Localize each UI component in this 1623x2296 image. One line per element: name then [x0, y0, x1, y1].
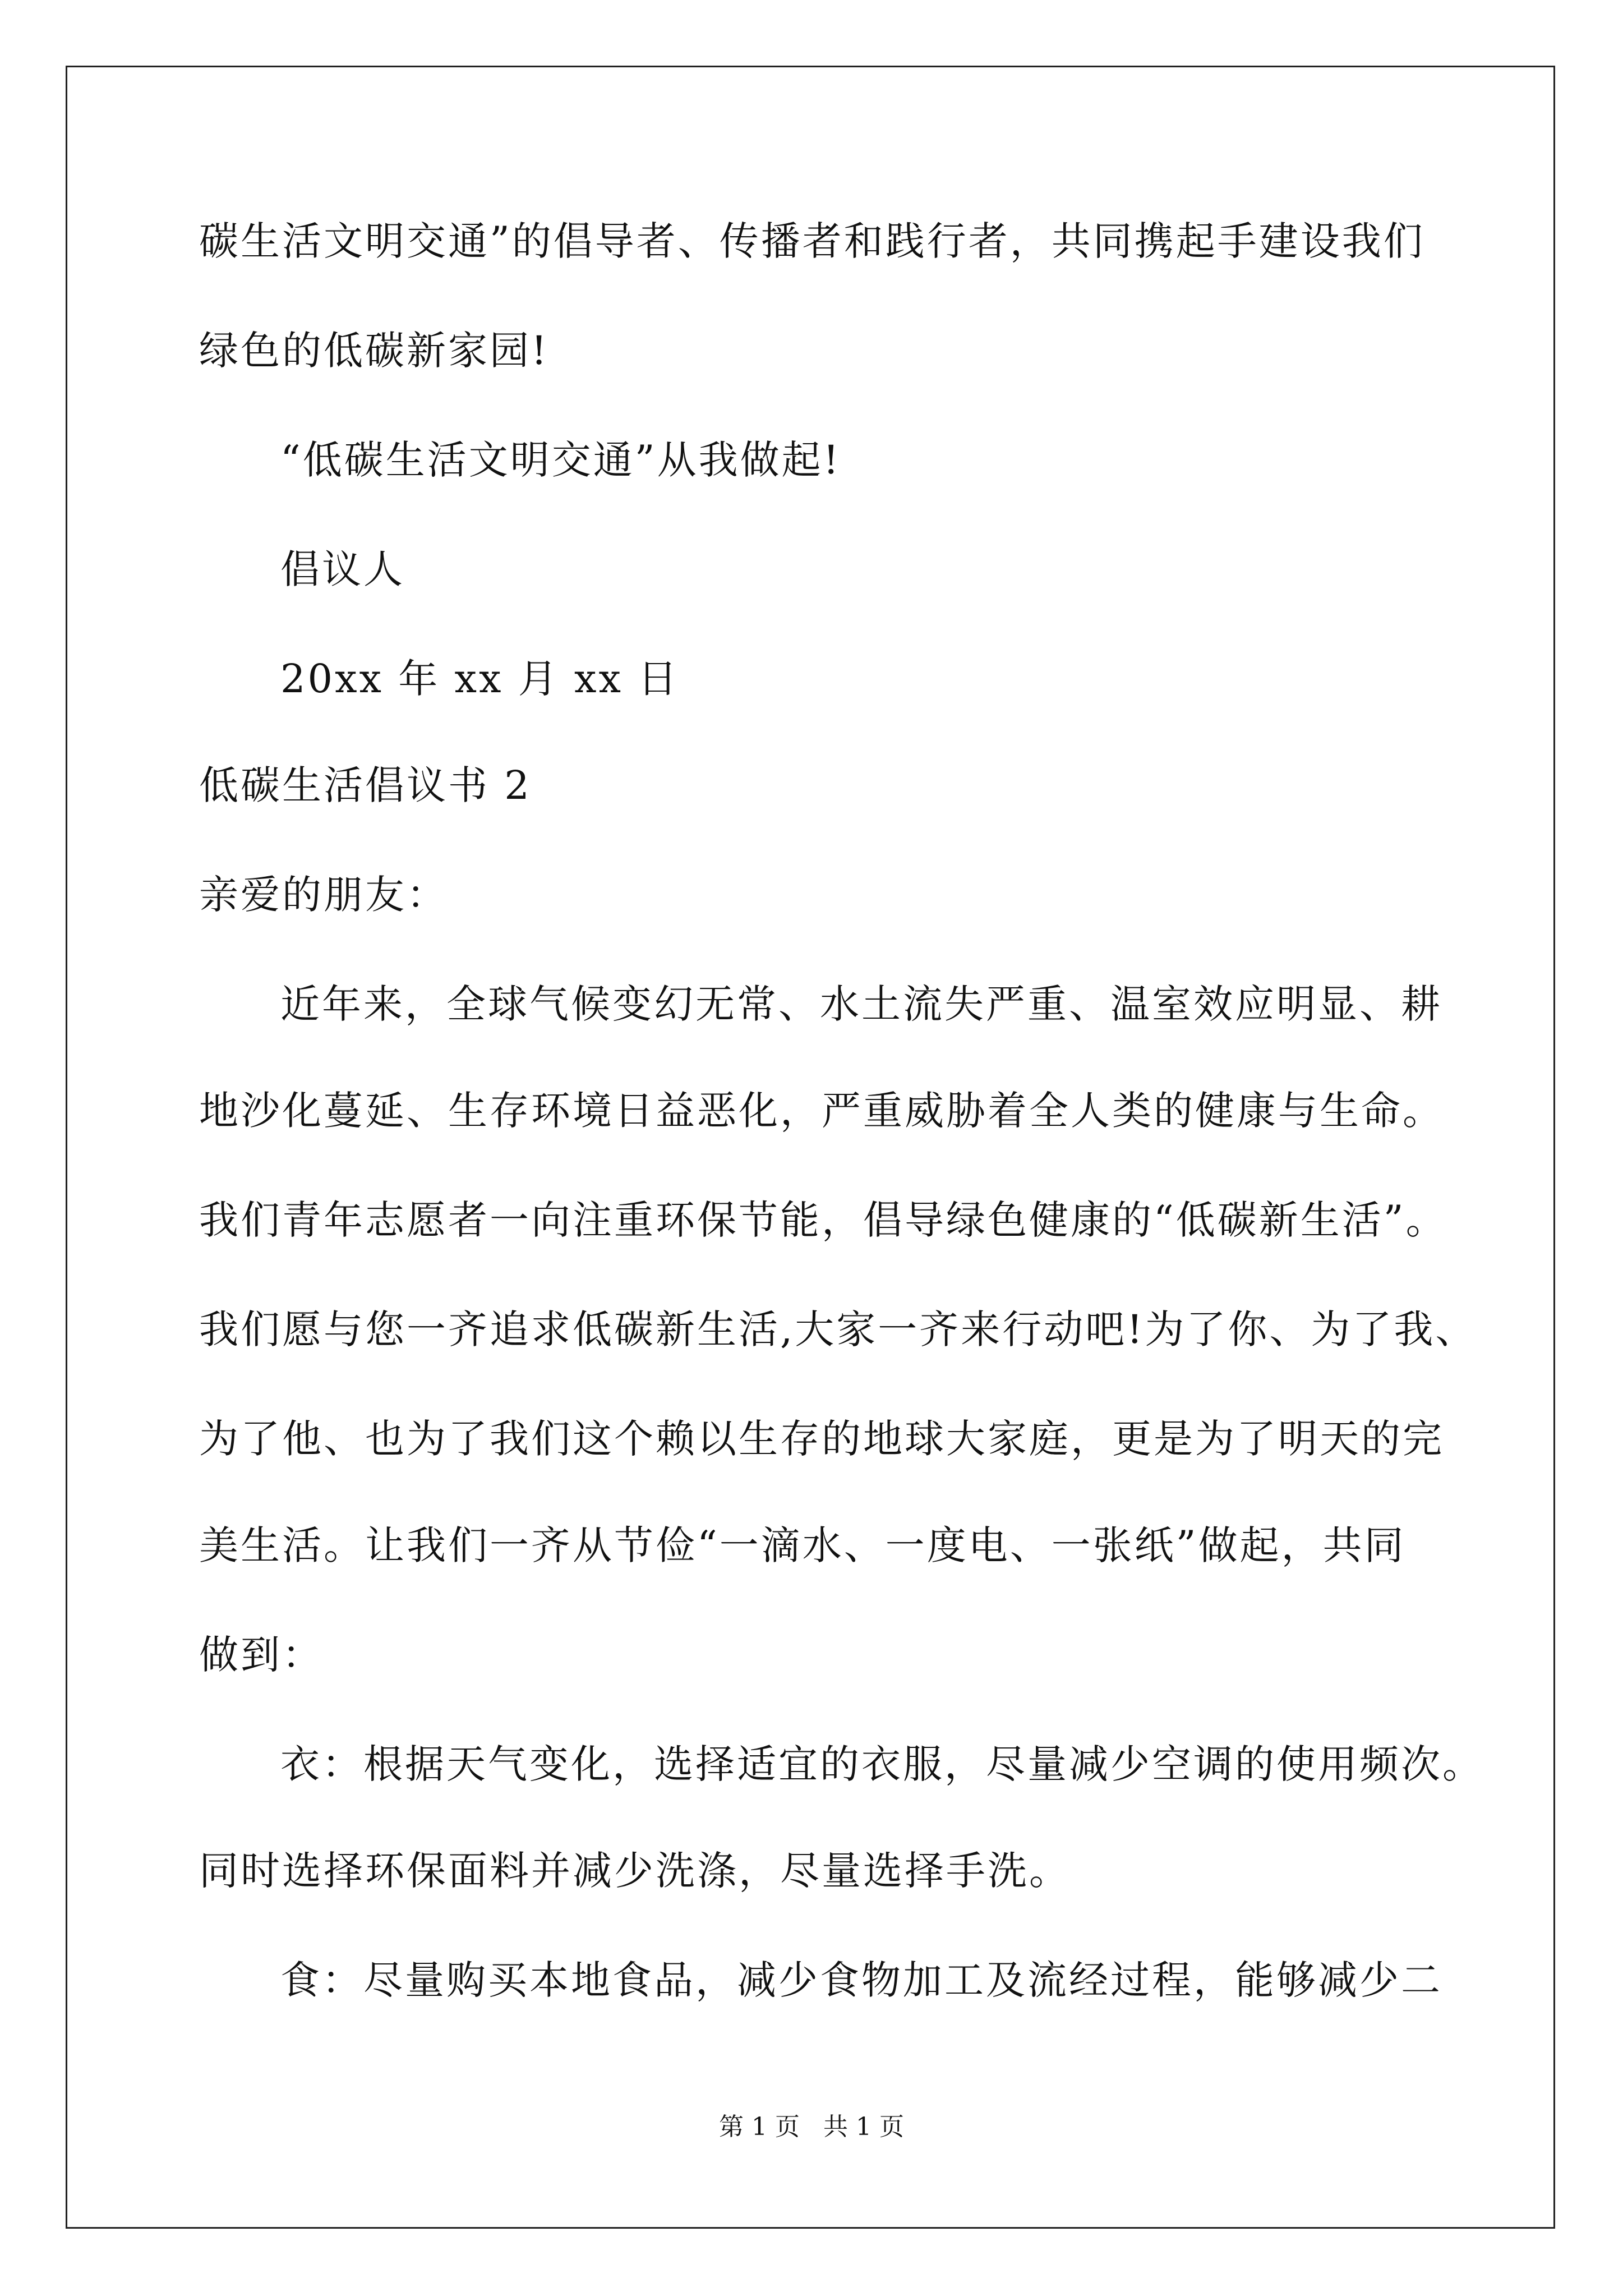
section-title: 低碳生活倡议书 2	[199, 762, 532, 808]
body-line-12: 为了他、也为了我们这个赖以生存的地球大家庭，更是为了明天的完	[199, 1416, 1444, 1462]
salutation: 亲爱的朋友：	[199, 872, 448, 918]
date-line: 20xx 年 xx 月 xx 日	[280, 656, 680, 702]
body-line-15: 衣：根据天气变化，选择适宜的衣服，尽量减少空调的使用频次。	[280, 1741, 1484, 1787]
body-line-9: 地沙化蔓延、生存环境日益恶化，严重威胁着全人类的健康与生命。	[199, 1088, 1444, 1134]
body-line-14: 做到：	[199, 1632, 324, 1678]
body-line-8: 近年来，全球气候变幻无常、水土流失严重、温室效应明显、耕	[280, 981, 1442, 1027]
body-line-11: 我们愿与您一齐追求低碳新生活,大家一齐来行动吧!为了你、为了我、	[199, 1306, 1477, 1352]
body-line-17: 食：尽量购买本地食品，减少食物加工及流经过程，能够减少二	[280, 1957, 1442, 2003]
page-number-footer: 第 1 页 共 1 页	[719, 2113, 904, 2141]
slogan-line: “低碳生活文明交通”从我做起!	[280, 437, 841, 483]
body-line-10: 我们青年志愿者一向注重环保节能，倡导绿色健康的“低碳新生活”。	[199, 1197, 1447, 1243]
signatory-label: 倡议人	[280, 546, 405, 592]
page-border	[66, 66, 1555, 2229]
body-line-13: 美生活。让我们一齐从节俭“一滴水、一度电、一张纸”做起，共同	[199, 1522, 1406, 1568]
body-line-1: 碳生活文明交通”的倡导者、传播者和践行者，共同携起手建设我们	[199, 218, 1425, 264]
body-line-2: 绿色的低碳新家园!	[199, 328, 550, 374]
body-line-16: 同时选择环保面料并减少洗涤，尽量选择手洗。	[199, 1848, 1071, 1894]
